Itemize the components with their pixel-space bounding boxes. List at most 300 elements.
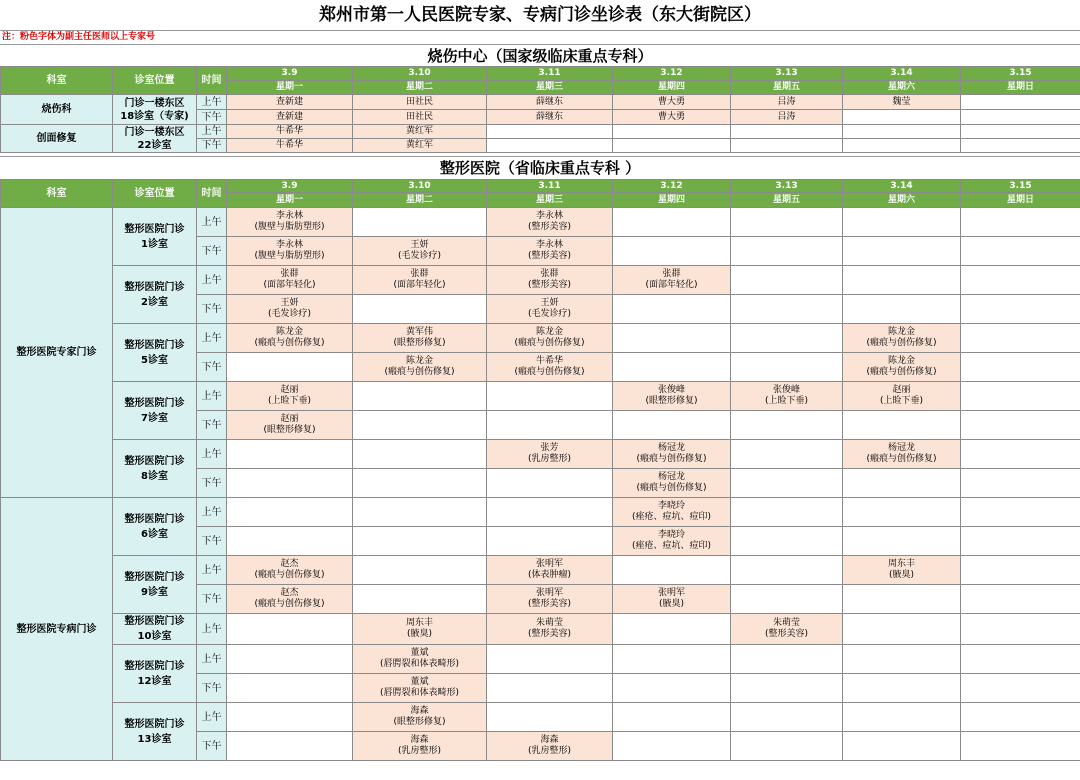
empty-slot	[961, 266, 1080, 295]
dept-cell: 整形医院专家门诊	[1, 208, 113, 498]
slot-line: 黄红军	[405, 140, 433, 150]
empty-slot	[487, 469, 613, 498]
slot-line: (腹壁与脂肪塑形)	[254, 251, 325, 261]
slot-line: (腋臭)	[406, 629, 433, 639]
slot-line: (整形美容)	[764, 629, 809, 639]
doctor-slot	[487, 353, 613, 382]
doctor-slot	[843, 353, 961, 382]
slot-line: (瘢痕与创伤修复)	[384, 367, 455, 377]
doctor-slot	[613, 440, 731, 469]
burn-center-schedule-table	[0, 66, 1080, 153]
schedule-row	[1, 556, 1080, 585]
schedule-row	[1, 125, 1080, 139]
date-header: 3.9	[227, 67, 353, 81]
dept-cell: 烧伤科	[1, 95, 113, 125]
doctor-slot	[487, 440, 613, 469]
slot-line: 王妍	[540, 298, 559, 308]
doctor-slot	[843, 440, 961, 469]
empty-slot	[731, 208, 843, 237]
room-cell	[113, 125, 197, 153]
empty-slot	[961, 674, 1080, 703]
room-line: 9诊室	[141, 586, 168, 598]
doctor-slot	[731, 95, 843, 110]
slot-line: 曹大勇	[657, 111, 685, 122]
empty-slot	[961, 585, 1080, 614]
empty-slot	[353, 440, 487, 469]
doctor-slot	[487, 208, 613, 237]
period-cell: 下午	[197, 110, 227, 125]
date-header: 3.11	[487, 67, 613, 81]
empty-slot	[613, 139, 731, 153]
empty-slot	[961, 527, 1080, 556]
slot-line: (眼整形修复)	[263, 425, 316, 435]
empty-slot	[227, 353, 353, 382]
doctor-slot	[731, 382, 843, 411]
room-cell	[113, 645, 197, 703]
empty-slot	[613, 324, 731, 353]
schedule-row	[1, 645, 1080, 674]
slot-line: (整形美容)	[527, 599, 572, 609]
period-cell: 下午	[197, 527, 227, 556]
empty-slot	[843, 110, 961, 125]
slot-line: (瘢痕与创伤修复)	[636, 454, 707, 464]
doctor-slot	[227, 125, 353, 139]
slot-line: 张群	[540, 269, 559, 279]
empty-slot	[961, 703, 1080, 732]
slot-line: (上睑下垂)	[764, 396, 809, 406]
slot-line: (毛发诊疗)	[397, 251, 442, 261]
slot-line: 薛继东	[535, 111, 563, 122]
doctor-slot	[353, 237, 487, 266]
slot-line: (乳房整形)	[527, 454, 572, 464]
slot-line: (瘢痕与创伤修复)	[636, 483, 707, 493]
period-cell: 上午	[197, 125, 227, 139]
empty-slot	[731, 585, 843, 614]
header-room: 诊室位置	[113, 67, 197, 95]
empty-slot	[731, 353, 843, 382]
doctor-slot	[613, 266, 731, 295]
empty-slot	[487, 125, 613, 139]
slot-line: 吕涛	[777, 111, 796, 122]
empty-slot	[227, 440, 353, 469]
doctor-slot	[487, 295, 613, 324]
empty-slot	[227, 498, 353, 527]
slot-line: (瘢痕与创伤修复)	[254, 599, 325, 609]
period-cell: 上午	[197, 382, 227, 411]
slot-line: 张群	[662, 269, 681, 279]
doctor-slot	[227, 411, 353, 440]
slot-line: 张群	[280, 269, 299, 279]
slot-line: 杨冠龙	[657, 472, 685, 482]
empty-slot	[843, 527, 961, 556]
empty-slot	[227, 674, 353, 703]
schedule-row	[1, 208, 1080, 237]
empty-slot	[227, 469, 353, 498]
empty-slot	[731, 411, 843, 440]
empty-slot	[843, 703, 961, 732]
room-line: 整形医院门诊	[124, 616, 185, 627]
schedule-row	[1, 266, 1080, 295]
dept-cell: 创面修复	[1, 125, 113, 153]
slot-line: 朱萌莹	[772, 618, 800, 628]
room-cell	[113, 266, 197, 324]
empty-slot	[613, 295, 731, 324]
period-cell: 上午	[197, 440, 227, 469]
doctor-slot	[227, 95, 353, 110]
empty-slot	[843, 674, 961, 703]
room-line: 18诊室（专家)	[120, 110, 189, 122]
empty-slot	[731, 703, 843, 732]
empty-slot	[731, 125, 843, 139]
empty-slot	[961, 498, 1080, 527]
empty-slot	[961, 125, 1080, 139]
doctor-slot	[227, 585, 353, 614]
room-line: 整形医院门诊	[124, 513, 185, 525]
room-line: 整形医院门诊	[124, 455, 185, 467]
date-header: 3.10	[353, 180, 487, 193]
slot-line: 陈龙金	[887, 327, 915, 337]
date-header: 3.11	[487, 180, 613, 193]
slot-line: (眼整形修复)	[645, 396, 698, 406]
room-line: 22诊室	[137, 139, 172, 151]
empty-slot	[961, 237, 1080, 266]
doctor-slot	[487, 556, 613, 585]
slot-line: 陈龙金	[275, 327, 303, 337]
slot-line: (唇腭裂和体表畸形)	[379, 688, 460, 698]
slot-line: (腹壁与脂肪塑形)	[254, 222, 325, 232]
weekday-header: 星期日	[961, 81, 1080, 95]
doctor-slot	[353, 266, 487, 295]
empty-slot	[961, 614, 1080, 645]
slot-line: 曹大勇	[657, 96, 685, 107]
room-cell	[113, 498, 197, 556]
doctor-slot	[487, 732, 613, 761]
empty-slot	[731, 139, 843, 153]
empty-slot	[961, 139, 1080, 153]
empty-slot	[613, 125, 731, 139]
room-line: 10诊室	[137, 631, 172, 642]
doctor-slot	[613, 95, 731, 110]
slot-line: 陈龙金	[535, 327, 563, 337]
period-cell: 下午	[197, 469, 227, 498]
doctor-slot	[613, 498, 731, 527]
period-cell: 下午	[197, 139, 227, 153]
empty-slot	[961, 110, 1080, 125]
weekday-header: 星期五	[731, 81, 843, 95]
empty-slot	[353, 208, 487, 237]
empty-slot	[353, 527, 487, 556]
room-cell	[113, 440, 197, 498]
doctor-slot	[843, 556, 961, 585]
doctor-slot	[353, 645, 487, 674]
slot-line: 田社民	[405, 111, 433, 122]
weekday-header: 星期六	[843, 193, 961, 208]
slot-line: 田社民	[405, 96, 433, 107]
page-title: 郑州市第一人民医院专家、专病门诊坐诊表（东大街院区）	[0, 0, 1080, 31]
period-cell: 上午	[197, 645, 227, 674]
date-header: 3.14	[843, 67, 961, 81]
burn-center-title: 烧伤中心（国家级临床重点专科）	[0, 44, 1080, 66]
slot-line: (瘢痕与创伤修复)	[254, 570, 325, 580]
empty-slot	[487, 382, 613, 411]
empty-slot	[227, 527, 353, 556]
slot-line: (毛发诊疗)	[267, 309, 312, 319]
header-dept: 科室	[1, 180, 113, 208]
empty-slot	[613, 645, 731, 674]
empty-slot	[731, 732, 843, 761]
period-cell: 上午	[197, 498, 227, 527]
slot-line: 赵丽	[280, 414, 299, 424]
slot-line: (唇腭裂和体表畸形)	[379, 659, 460, 669]
doctor-slot	[613, 382, 731, 411]
slot-line: 董斌	[410, 677, 429, 687]
room-line: 整形医院门诊	[124, 660, 185, 672]
date-header: 3.12	[613, 67, 731, 81]
empty-slot	[843, 266, 961, 295]
empty-slot	[487, 703, 613, 732]
room-line: 门诊一楼东区	[124, 97, 185, 109]
empty-slot	[731, 237, 843, 266]
slot-line: (整形美容)	[527, 629, 572, 639]
empty-slot	[353, 382, 487, 411]
doctor-slot	[227, 266, 353, 295]
date-header: 3.15	[961, 180, 1080, 193]
empty-slot	[227, 645, 353, 674]
empty-slot	[227, 732, 353, 761]
empty-slot	[731, 645, 843, 674]
slot-line: 黄军伟	[405, 327, 433, 337]
dept-cell: 整形医院专病门诊	[1, 498, 113, 761]
slot-line: (瘢痕与创伤修复)	[866, 454, 937, 464]
slot-line: 魏莹	[892, 96, 911, 107]
empty-slot	[843, 585, 961, 614]
period-cell: 上午	[197, 703, 227, 732]
room-cell	[113, 703, 197, 761]
slot-line: (面部年轻化)	[645, 280, 698, 290]
slot-line: 杨冠龙	[887, 443, 915, 453]
empty-slot	[961, 469, 1080, 498]
empty-slot	[843, 237, 961, 266]
date-header-row	[1, 67, 1080, 81]
empty-slot	[613, 703, 731, 732]
slot-line: 海森	[540, 735, 559, 745]
room-line: 整形医院门诊	[124, 281, 185, 293]
schedule-row	[1, 324, 1080, 353]
slot-line: 赵杰	[280, 559, 299, 569]
empty-slot	[961, 353, 1080, 382]
doctor-slot	[353, 353, 487, 382]
period-cell: 上午	[197, 324, 227, 353]
slot-line: 李永林	[275, 211, 303, 221]
empty-slot	[843, 498, 961, 527]
slot-line: (瘢痕与创伤修复)	[866, 338, 937, 348]
empty-slot	[961, 324, 1080, 353]
empty-slot	[613, 732, 731, 761]
empty-slot	[731, 324, 843, 353]
slot-line: (眼整形修复)	[393, 338, 446, 348]
empty-slot	[487, 139, 613, 153]
slot-line: (乳房整形)	[397, 746, 442, 756]
period-cell: 上午	[197, 266, 227, 295]
slot-line: (毛发诊疗)	[527, 309, 572, 319]
period-cell: 下午	[197, 585, 227, 614]
room-line: 8诊室	[141, 470, 168, 482]
slot-line: (乳房整形)	[527, 746, 572, 756]
slot-line: 朱萌莹	[535, 618, 563, 628]
weekday-header: 星期四	[613, 193, 731, 208]
date-header: 3.15	[961, 67, 1080, 81]
empty-slot	[843, 614, 961, 645]
room-line: 13诊室	[137, 733, 172, 745]
room-line: 门诊一楼东区	[124, 126, 185, 138]
empty-slot	[353, 295, 487, 324]
slot-line: 张明军	[657, 588, 685, 598]
empty-slot	[731, 469, 843, 498]
period-cell: 下午	[197, 353, 227, 382]
doctor-slot	[353, 324, 487, 353]
doctor-slot	[353, 674, 487, 703]
doctor-slot	[353, 703, 487, 732]
doctor-slot	[227, 295, 353, 324]
room-line: 1诊室	[141, 238, 168, 250]
slot-line: (痤疮、痘坑、痘印)	[631, 512, 712, 522]
slot-line: 杨冠龙	[657, 443, 685, 453]
slot-line: 海森	[410, 735, 429, 745]
slot-line: (痤疮、痘坑、痘印)	[631, 541, 712, 551]
period-cell: 上午	[197, 614, 227, 645]
date-header: 3.9	[227, 180, 353, 193]
slot-line: 王妍	[410, 240, 429, 250]
slot-line: (上睑下垂)	[267, 396, 312, 406]
schedule-row	[1, 614, 1080, 645]
empty-slot	[731, 266, 843, 295]
schedule-row	[1, 703, 1080, 732]
empty-slot	[613, 614, 731, 645]
slot-line: 李永林	[275, 240, 303, 250]
empty-slot	[613, 353, 731, 382]
empty-slot	[961, 732, 1080, 761]
weekday-header: 星期一	[227, 81, 353, 95]
empty-slot	[843, 645, 961, 674]
weekday-header: 星期三	[487, 81, 613, 95]
room-line: 整形医院门诊	[124, 223, 185, 235]
room-cell	[113, 95, 197, 125]
doctor-slot	[613, 110, 731, 125]
date-header: 3.10	[353, 67, 487, 81]
slot-line: 牛希华	[535, 356, 563, 366]
slot-line: 张群	[410, 269, 429, 279]
empty-slot	[961, 645, 1080, 674]
empty-slot	[731, 295, 843, 324]
slot-line: (瘢痕与创伤修复)	[254, 338, 325, 348]
doctor-slot	[353, 614, 487, 645]
slot-line: 陈龙金	[405, 356, 433, 366]
slot-line: 李晓玲	[657, 530, 685, 540]
room-line: 12诊室	[137, 675, 172, 687]
doctor-slot	[487, 110, 613, 125]
slot-line: 董斌	[410, 648, 429, 658]
period-cell: 下午	[197, 237, 227, 266]
empty-slot	[613, 556, 731, 585]
slot-line: (瘢痕与创伤修复)	[514, 367, 585, 377]
weekday-header: 星期日	[961, 193, 1080, 208]
doctor-slot	[227, 324, 353, 353]
doctor-slot	[353, 139, 487, 153]
weekday-header: 星期二	[353, 193, 487, 208]
doctor-slot	[613, 585, 731, 614]
period-cell: 下午	[197, 411, 227, 440]
empty-slot	[731, 674, 843, 703]
slot-line: 王妍	[280, 298, 299, 308]
slot-line: (腋臭)	[658, 599, 685, 609]
period-cell: 上午	[197, 208, 227, 237]
plastic-hospital-schedule-table	[0, 179, 1080, 761]
slot-line: 李晓玲	[657, 501, 685, 511]
slot-line: 查新建	[275, 111, 303, 122]
empty-slot	[961, 208, 1080, 237]
empty-slot	[487, 411, 613, 440]
slot-line: 张明军	[535, 559, 563, 569]
plastic-hospital-title: 整形医院（省临床重点专科 ）	[0, 156, 1080, 179]
empty-slot	[613, 208, 731, 237]
empty-slot	[961, 440, 1080, 469]
slot-line: 周东丰	[887, 559, 915, 569]
empty-slot	[843, 732, 961, 761]
doctor-slot	[613, 469, 731, 498]
empty-slot	[843, 125, 961, 139]
room-cell	[113, 324, 197, 382]
slot-line: 周东丰	[405, 618, 433, 628]
slot-line: 张明军	[535, 588, 563, 598]
period-cell: 下午	[197, 674, 227, 703]
doctor-slot	[843, 324, 961, 353]
slot-line: (腋臭)	[888, 570, 915, 580]
doctor-slot	[227, 556, 353, 585]
doctor-slot	[731, 614, 843, 645]
doctor-slot	[613, 527, 731, 556]
doctor-slot	[353, 125, 487, 139]
doctor-slot	[487, 614, 613, 645]
doctor-slot	[353, 732, 487, 761]
doctor-slot	[843, 95, 961, 110]
slot-line: 薛继东	[535, 96, 563, 107]
empty-slot	[227, 614, 353, 645]
date-header: 3.13	[731, 180, 843, 193]
date-header-row	[1, 180, 1080, 193]
slot-line: (体表肿瘤)	[527, 570, 572, 580]
empty-slot	[961, 295, 1080, 324]
room-cell	[113, 556, 197, 614]
period-cell: 下午	[197, 295, 227, 324]
weekday-header: 星期四	[613, 81, 731, 95]
room-line: 整形医院门诊	[124, 339, 185, 351]
empty-slot	[843, 139, 961, 153]
doctor-slot	[227, 208, 353, 237]
schedule-row	[1, 498, 1080, 527]
slot-line: (瘢痕与创伤修复)	[866, 367, 937, 377]
slot-line: 海森	[410, 706, 429, 716]
empty-slot	[843, 469, 961, 498]
header-time: 时间	[197, 180, 227, 208]
empty-slot	[613, 411, 731, 440]
doctor-slot	[487, 266, 613, 295]
empty-slot	[731, 498, 843, 527]
doctor-slot	[227, 110, 353, 125]
slot-line: 黄红军	[405, 126, 433, 136]
room-line: 2诊室	[141, 296, 168, 308]
slot-line: (整形美容)	[527, 222, 572, 232]
room-line: 6诊室	[141, 528, 168, 540]
